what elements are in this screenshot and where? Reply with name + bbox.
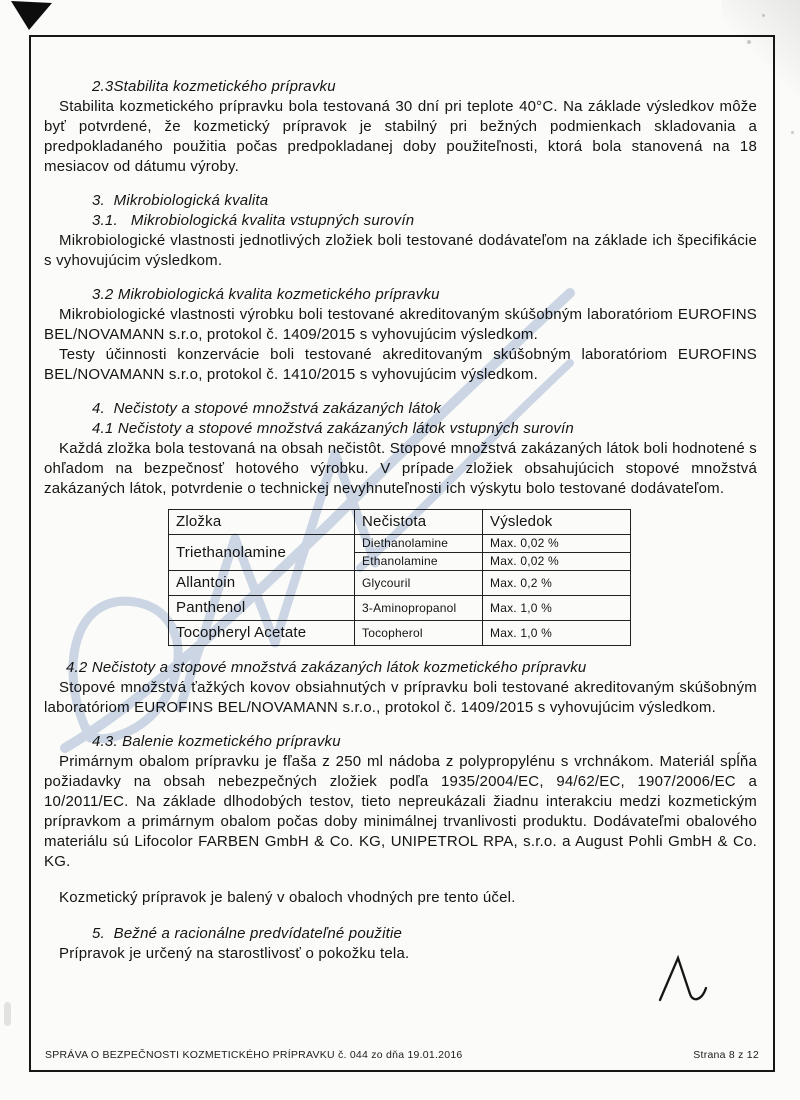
table-cell-result: Max. 0,2 % <box>483 571 631 596</box>
table-row <box>169 571 631 596</box>
table-cell-ingredient: Panthenol <box>169 596 355 621</box>
section-3-2-heading: 3.2 Mikrobiologická kvalita kozmetického prípravku <box>92 286 440 303</box>
table-cell-impurity: Glycouril <box>355 571 483 596</box>
section-5-paragraph: Prípravok je určený na starostlivosť o pokožku tela. <box>59 945 410 962</box>
section-2-3-paragraph: Stabilita kozmetického prípravku bola testovaná 30 dní pri teplote 40°C. Na základe výsledkov môže byť potvrdené, že kozmetický prípravok je stabilný pri bežných podmienkach skladovania a predpokladaného použitia počas predpokladanej doby použiteľnosti, ktorá bola stanovená na 18 mesiacov od dátumu výroby. <box>44 98 757 175</box>
section-3-1-paragraph: Mikrobiologické vlastnosti jednotlivých zložiek boli testované dodávateľom na základe ich špecifikácie s vyhovujúcim výsledkom. <box>44 232 757 269</box>
table-header-ingredient: Zložka <box>169 510 355 535</box>
footer-page-number: Strana 8 z 12 <box>693 1049 759 1061</box>
section-4-2-heading: 4.2 Nečistoty a stopové množstvá zakázaných látok kozmetického prípravku <box>66 659 587 676</box>
scan-speck <box>791 131 794 134</box>
table-cell-impurity: Ethanolamine <box>355 553 483 571</box>
table-cell-ingredient: Allantoin <box>169 571 355 596</box>
section-4-1-heading: 4.1 Nečistoty a stopové množstvá zakázaných látok vstupných surovín <box>92 420 574 437</box>
page-border-frame <box>29 35 775 1072</box>
table-header-result: Výsledok <box>483 510 631 535</box>
table-cell-ingredient: Tocopheryl Acetate <box>169 621 355 646</box>
section-5-heading: 5. Bežné a racionálne predvídateľné použitie <box>92 925 403 942</box>
section-4-3-paragraph-2: Kozmetický prípravok je balený v obaloch vhodných pre tento účel. <box>59 889 516 906</box>
footer-report-title: SPRÁVA O BEZPEČNOSTI KOZMETICKÉHO PRÍPRAVKU č. 044 zo dňa 19.01.2016 <box>45 1049 463 1061</box>
section-4-3-heading: 4.3. Balenie kozmetického prípravku <box>92 733 341 750</box>
table-header-impurity: Nečistota <box>355 510 483 535</box>
section-2-3-heading: 2.3Stabilita kozmetického prípravku <box>92 78 336 95</box>
section-4-heading: 4. Nečistoty a stopové množstvá zakázaných látok <box>92 400 442 417</box>
table-cell-impurity: Tocopherol <box>355 621 483 646</box>
table-cell-result: Max. 0,02 % <box>483 535 631 553</box>
table-cell-impurity: 3-Aminopropanol <box>355 596 483 621</box>
scan-smudge <box>4 1002 11 1026</box>
handwritten-signature <box>652 950 714 1006</box>
table-cell-result: Max. 1,0 % <box>483 596 631 621</box>
section-3-2-paragraph-1: Mikrobiologické vlastnosti výrobku boli testované akreditovaným skúšobným laboratóriom EUROFINS BEL/NOVAMANN s.r.o, protokol č. 1409/2015 s vyhovujúcim výsledkom. <box>44 306 757 343</box>
table-row <box>169 596 631 621</box>
table-cell-result: Max. 1,0 % <box>483 621 631 646</box>
section-3-2-paragraph-2: Testy účinnosti konzervácie boli testované akreditovaným skúšobným laboratóriom EUROFINS BEL/NOVAMANN s.r.o, protokol č. 1410/2015 s vyhovujúcim výsledkom. <box>44 346 757 383</box>
table-cell-ingredient: Triethanolamine <box>169 535 355 571</box>
impurities-table <box>168 509 631 646</box>
table-cell-result: Max. 0,02 % <box>483 553 631 571</box>
scan-speck <box>762 14 765 17</box>
section-4-1-paragraph: Každá zložka bola testovaná na obsah nečistôt. Stopové množstvá zakázaných látok boli hodnotené s ohľadom na bezpečnosť hotového výrobku. V prípade zložiek obsahujúcich stopové množstvá zakázaných látok, potvrdenie o technickej nevyhnuteľnosti ich výskytu bolo testované dodávateľom. <box>44 440 757 497</box>
table-cell-impurity: Diethanolamine <box>355 535 483 553</box>
table-row <box>169 535 631 553</box>
section-3-1-heading: 3.1. Mikrobiologická kvalita vstupných surovín <box>92 212 415 229</box>
table-row <box>169 621 631 646</box>
document-content <box>44 77 757 964</box>
page-footer <box>45 1049 759 1061</box>
section-4-2-paragraph: Stopové množstvá ťažkých kovov obsiahnutých v prípravku boli testované akreditovaným skúšobným laboratóriom EUROFINS BEL/NOVAMANN s.r.o., protokol č. 1409/2015 s vyhovujúcim výsledkom. <box>44 679 757 716</box>
scan-artifact-corner-icon <box>6 0 58 34</box>
table-header-row <box>169 510 631 535</box>
section-4-3-paragraph-1: Primárnym obalom prípravku je fľaša z 250 ml nádoba z polypropylénu s vrchnákom. Materiál spĺňa požiadavky na obsah nebezpečných zložiek podľa 1935/2004/EC, 94/62/EC, 1907/2006/EC a 10/2011/EC. Na základe dlhodobých testov, tieto nepreukázali žiadnu interakciu medzi kozmetickým prípravkom a primárnym obalom počas doby minimálnej trvanlivosti produktu. Dodávateľmi obalového materiálu sú Lifocolor FARBEN GmbH & Co. KG, UNIPETROL RPA, s.r.o. a August Pohli GmbH & Co. KG. <box>44 753 757 870</box>
section-3-heading: 3. Mikrobiologická kvalita <box>92 192 269 209</box>
